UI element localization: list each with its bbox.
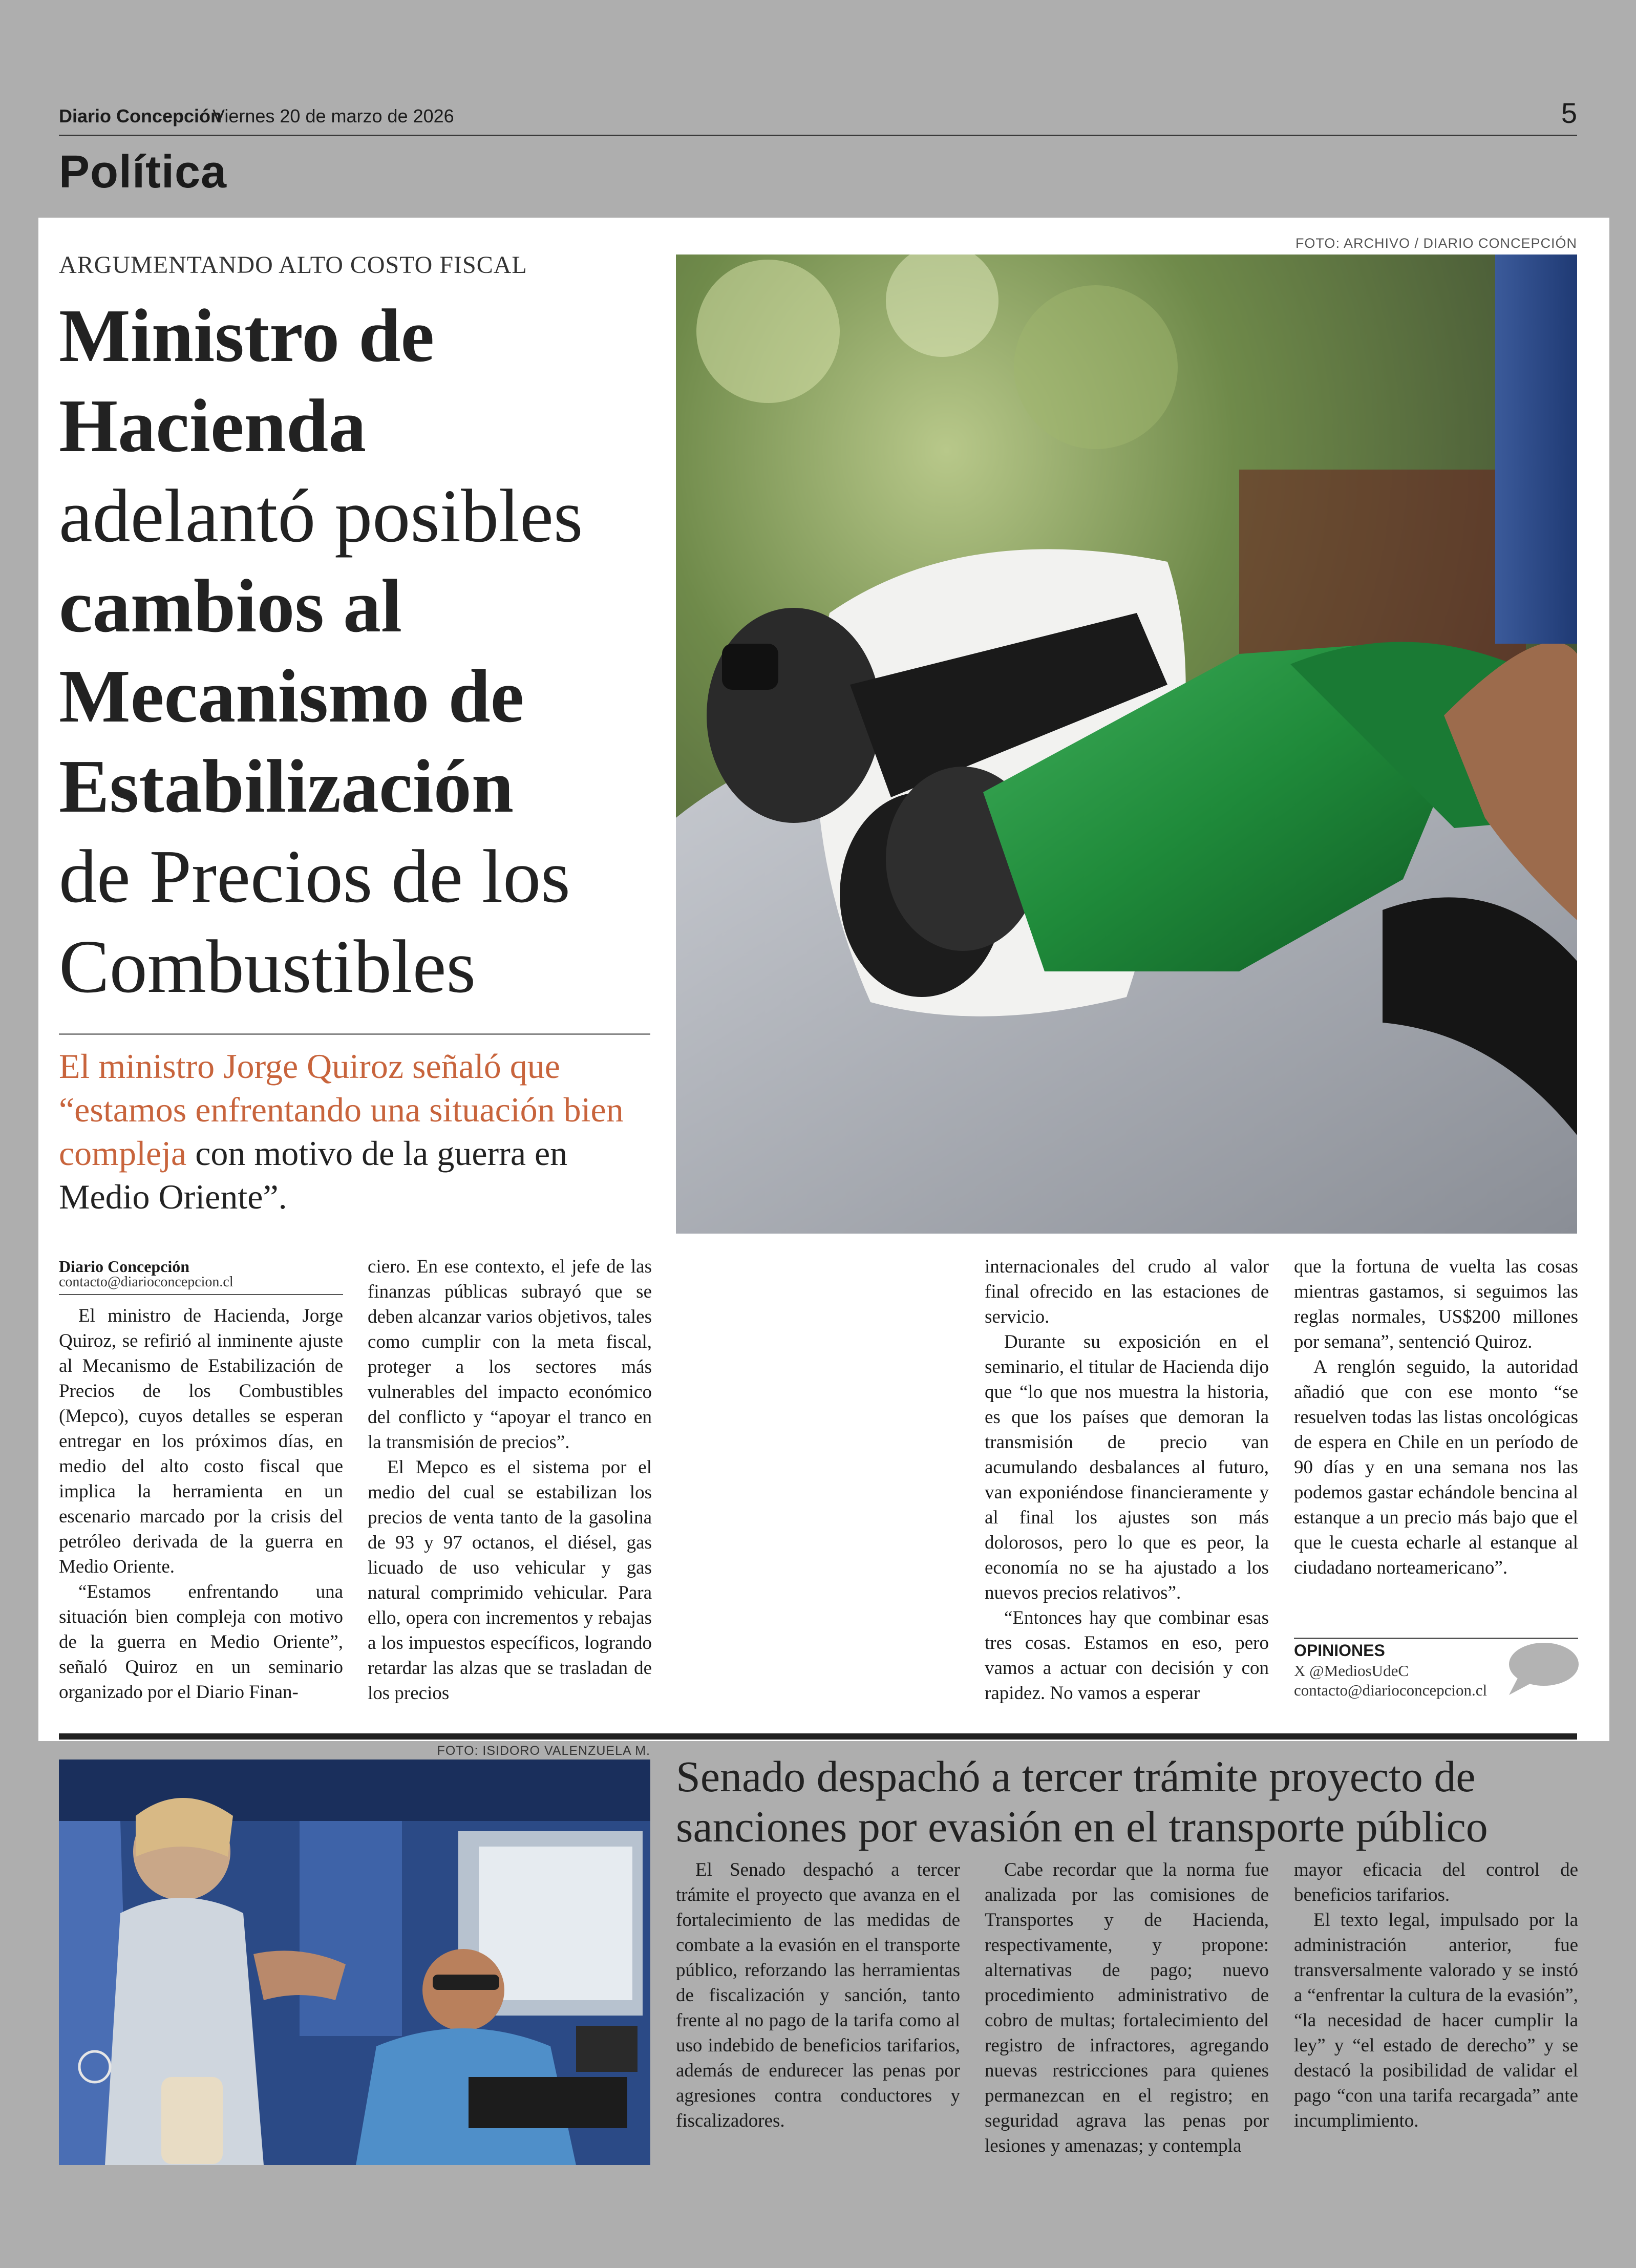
issue-date: Viernes 20 de marzo de 2026 bbox=[213, 105, 454, 126]
byline-name: Diario Concepción bbox=[59, 1257, 190, 1276]
page-header bbox=[59, 97, 1577, 136]
headline-line: Estabilización bbox=[59, 745, 514, 829]
paper-name: Diario Concepción bbox=[59, 105, 222, 126]
paragraph: que la fortuna de vuelta las cosas mientras gastamos, si seguimos las reglas normales, US$200 millones por semana”, sentenció Quiroz. bbox=[1294, 1256, 1578, 1352]
opinions-email[interactable]: contacto@diarioconcepcion.cl bbox=[1294, 1681, 1488, 1699]
bus-photo bbox=[59, 1760, 650, 2165]
paragraph: “Entonces hay que combinar esas tres cosas. Estamos en eso, pero vamos a actuar con decisión y con rapidez. No vamos a esperar bbox=[985, 1607, 1269, 1704]
paragraph: mayor eficacia del control de beneficios tarifarios. bbox=[1294, 1859, 1578, 1905]
paragraph: ciero. En ese contexto, el jefe de las finanzas públicas subrayó que se deben alcanzar varios objetivos, tales como cumplir con la meta fiscal, proteger a los sectores más vulnerables del impacto económico del conflicto y “apoyar el tranco en la transmisión de precios”. bbox=[368, 1256, 652, 1453]
paragraph: Durante su exposición en el seminario, el titular de Hacienda dijo que “lo que nos muestra la historia, es que los países que demoran la transmisión de precio van acumulando desbalances al futuro, van exponiéndose financieramente y al final los ajustes son más dolorosos, pero lo que es peor, la economía no se ha ajustado a los nuevos precios relativos”. bbox=[985, 1331, 1269, 1603]
paragraph: A renglón seguido, la autoridad añadió que con ese monto “se resuelven todas las listas oncológicas de espera en Chile en un período de 90 días y en una semana nos las podemos gastar echándole bencina al estanque a un precio más bajo que el que le cuesta echarle al estanque al ciudadano norteamericano”. bbox=[1294, 1356, 1578, 1578]
paragraph: El texto legal, impulsado por la administración anterior, fue transversalmente valorado y se instó a “enfrentar la cultura de la evasión”, “la necesidad de hacer cumplir la ley” y “el estado de derecho” y se destacó la posibilidad de validar el pago “con una tarifa recargada” ante incumplimiento. bbox=[1294, 1910, 1578, 2131]
fuel-nozzle-photo bbox=[676, 255, 1577, 1234]
section-title: Política bbox=[59, 146, 227, 198]
deck-rest: con motivo de la guerra en Medio Oriente”. bbox=[59, 1134, 568, 1216]
article-column bbox=[59, 1303, 343, 1705]
article-column bbox=[1294, 1857, 1578, 2133]
deck-accent: El ministro Jorge Quiroz señaló que “estamos enfrentando una situación bien compleja bbox=[59, 1047, 624, 1173]
paragraph: “Estamos enfrentando una situación bien compleja con motivo de la guerra en Medio Oriente”, señaló Quiroz en un seminario organizado por el Diario Finan- bbox=[59, 1581, 343, 1703]
opinions-handle[interactable]: X @MediosUdeC bbox=[1294, 1662, 1409, 1680]
headline-line: Hacienda bbox=[59, 384, 367, 468]
page-number: 5 bbox=[1561, 97, 1577, 129]
opinions-label: OPINIONES bbox=[1294, 1641, 1385, 1660]
article-column bbox=[985, 1857, 1269, 2158]
article-column bbox=[985, 1254, 1269, 1706]
opinions-divider bbox=[1294, 1638, 1578, 1639]
section-divider bbox=[59, 1733, 1577, 1740]
article-column bbox=[1294, 1254, 1578, 1580]
headline-line: Ministro de bbox=[59, 294, 435, 378]
headline-line: adelantó posibles bbox=[59, 474, 583, 558]
second-headline: Senado despachó a tercer trámite proyecto de sanciones por evasión en el transporte público bbox=[676, 1752, 1488, 1851]
headline-line: de Precios de los bbox=[59, 835, 570, 919]
kicker: ARGUMENTANDO ALTO COSTO FISCAL bbox=[59, 251, 527, 279]
article-column bbox=[368, 1254, 652, 1706]
paragraph: El ministro de Hacienda, Jorge Quiroz, se refirió al inminente ajuste al Mecanismo de Estabilización de Precios de los Combustibles (Mepco), cuyos detalles se esperan entregar en los próximos días, en medio del alto costo fiscal que implica la herramienta en un escenario marcado por la crisis del petróleo derivada de la guerra en Medio Oriente. bbox=[59, 1305, 343, 1577]
paragraph: El Senado despachó a tercer trámite el proyecto que avanza en el fortalecimiento de las medidas de combate a la evasión en el transporte público, reforzando las herramientas de fiscalización y sanción, tanto frente al no pago de la tarifa como al uso indebido de beneficios tarifarios, además de endurecer las penas por agresiones contra conductores y fiscalizadores. bbox=[676, 1859, 960, 2131]
byline-email: contacto@diarioconcepcion.cl bbox=[59, 1274, 233, 1290]
paragraph: El Mepco es el sistema por el medio del cual se estabilizan los precios de venta tanto de la gasolina de 93 y 97 octanos, el diésel, gas licuado de uso vehicular y gas natural comprimido vehicular. Para ello, opera con incrementos y rebajas a los impuestos específicos, logrando retardar las alzas que se trasladan de los precios bbox=[368, 1457, 652, 1704]
headline-line: Mecanismo de bbox=[59, 654, 524, 738]
main-headline bbox=[59, 291, 658, 1012]
speech-bubble-icon bbox=[1503, 1641, 1580, 1698]
headline-line: cambios al bbox=[59, 564, 402, 648]
headline-divider bbox=[59, 1033, 650, 1035]
paragraph: Cabe recordar que la norma fue analizada por las comisiones de Transportes y de Hacienda, respectivamente, y propone: alternativas de pago; nuevo procedimiento administrativo de cobro de multas; fortalecimiento del registro de infractores, agregando nuevas restricciones para quienes permanezcan en el registro; en seguridad agrava las penas por lesiones y amenazas; y contempla bbox=[985, 1859, 1269, 2156]
photo-credit: FOTO: ARCHIVO / DIARIO CONCEPCIÓN bbox=[1295, 236, 1577, 251]
article-column bbox=[676, 1857, 960, 2133]
deck bbox=[59, 1045, 658, 1219]
photo-credit: FOTO: ISIDORO VALENZUELA M. bbox=[437, 1744, 650, 1758]
headline-line: Combustibles bbox=[59, 925, 476, 1009]
byline-divider bbox=[59, 1294, 343, 1295]
paragraph: internacionales del crudo al valor final ofrecido en las estaciones de servicio. bbox=[985, 1256, 1269, 1327]
